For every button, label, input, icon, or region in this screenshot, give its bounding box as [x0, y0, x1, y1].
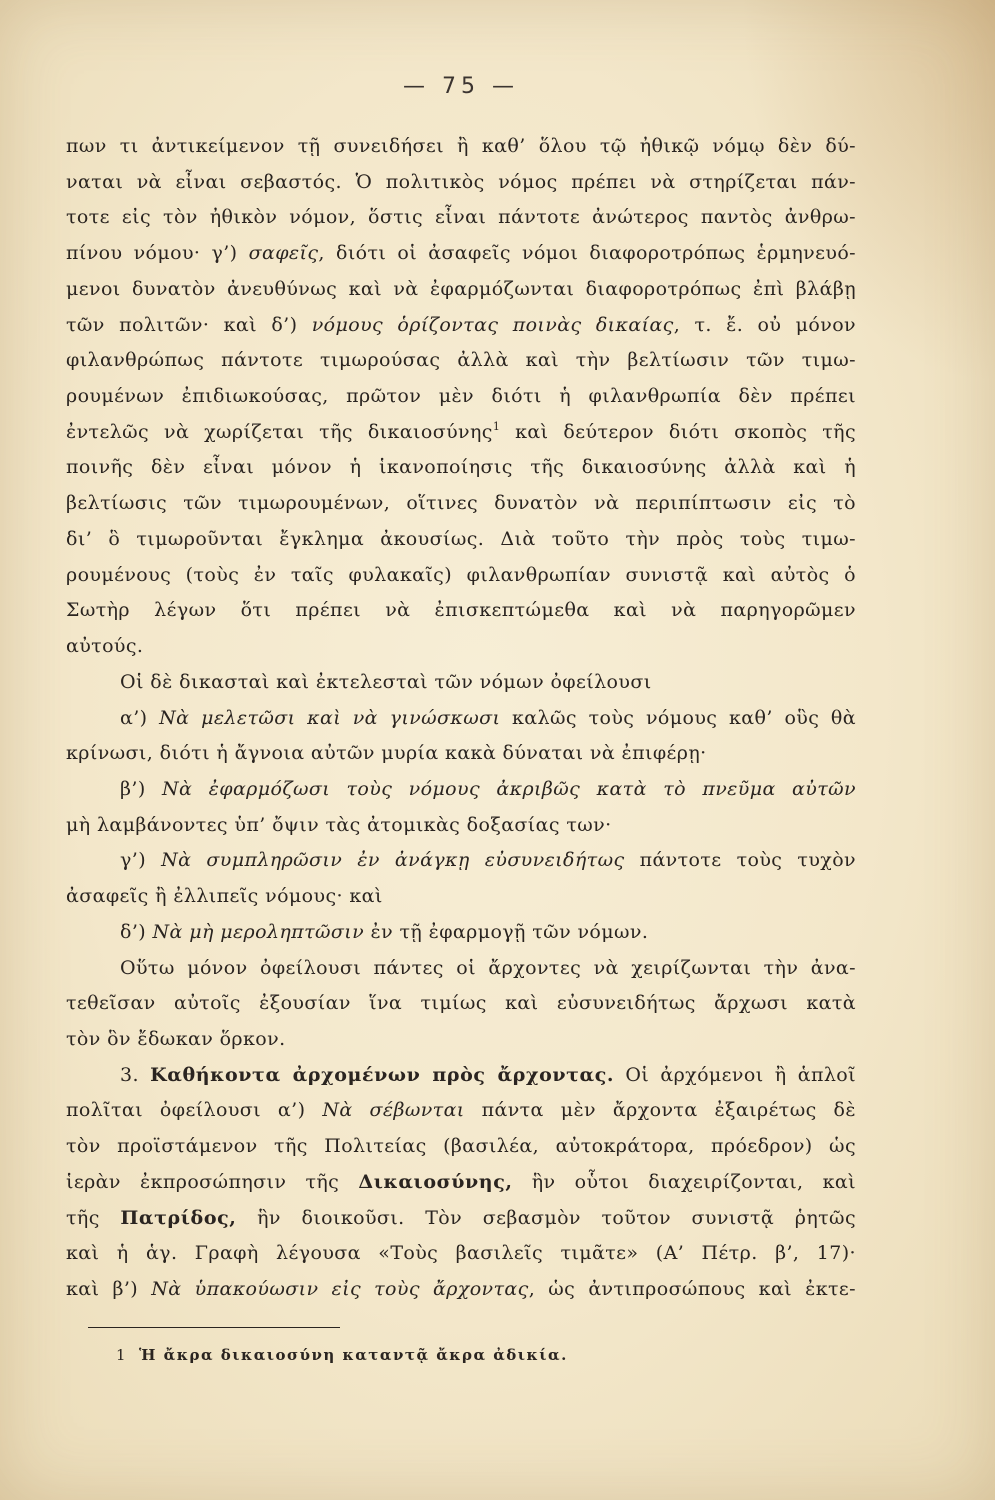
- text-run: , τ. ἔ. οὐ μόνον: [673, 313, 856, 336]
- text-line: [66, 236, 856, 272]
- line-content: [66, 200, 856, 236]
- text-line: [66, 379, 856, 415]
- line-content: [66, 379, 856, 415]
- text-run: , διότι οἱ ἀσαφεῖς νόμοι διαφοροτρόπως ἑρμηνευό-: [318, 242, 856, 265]
- text-line: [66, 843, 856, 879]
- text-line: [66, 343, 856, 379]
- emphasized-text: σαφεῖς: [248, 242, 319, 265]
- footnote-reference: 1: [492, 419, 501, 433]
- text-run: τῶν πολιτῶν· καὶ δ’): [66, 313, 312, 336]
- text-run: δι’ ὃ τιμωροῦνται ἔγκλημα ἀκουσίως. Διὰ τοῦτο τὴν πρὸς τοὺς τιμω-: [66, 527, 856, 550]
- text-line: [66, 165, 856, 201]
- emphasized-text: Νὰ συμπληρῶσιν ἐν ἀνάγκῃ εὐσυνειδήτως: [161, 849, 625, 872]
- line-content: [66, 558, 856, 594]
- text-run: πάντα μὲν ἄρχοντα ἐξαιρέτως δὲ: [464, 1099, 856, 1122]
- line-content: [120, 665, 652, 701]
- bold-text: Δικαιοσύνης,: [358, 1170, 513, 1193]
- text-run: τὸν προϊστάμενον τῆς Πολιτείας (βασιλέα, αὐτοκράτορα, πρόεδρον) ὡς: [66, 1135, 856, 1158]
- text-line: [66, 450, 856, 486]
- bold-text: Πατρίδος,: [120, 1206, 237, 1229]
- text-line: [66, 415, 856, 451]
- text-line: [66, 1058, 856, 1094]
- text-run: ἱερὰν ἐκπροσώπησιν τῆς: [66, 1170, 359, 1193]
- text-run: ἣν διοικοῦσι. Τὸν σεβασμὸν τοῦτον συνιστᾷ ῥητῶς: [236, 1206, 856, 1229]
- text-run: Οἱ δὲ δικασταὶ καὶ ἐκτελεσταὶ τῶν νόμων ὀφείλουσι: [120, 670, 652, 693]
- text-line: [66, 808, 856, 844]
- text-line: [66, 200, 856, 236]
- text-run: Οὕτω μόνον ὀφείλουσι πάντες οἱ ἄρχοντες νὰ χειρίζωνται τὴν ἀνα-: [120, 956, 856, 979]
- line-content: [66, 879, 383, 915]
- text-line: [66, 772, 856, 808]
- line-content: [66, 1165, 856, 1201]
- emphasized-text: Νὰ μελετῶσι καὶ νὰ γινώσκωσι: [159, 706, 501, 729]
- text-run: καὶ δεύτερον διότι σκοπὸς τῆς: [500, 420, 856, 443]
- text-run: κρίνωσι, διότι ἡ ἄγνοια αὐτῶν μυρία κακὰ δύναται νὰ ἐπιφέρῃ·: [66, 742, 707, 765]
- text-run: ρουμένους (τοὺς ἐν ταῖς φυλακαῖς) φιλανθρωπίαν συνιστᾷ καὶ αὐτὸς ὁ: [66, 563, 856, 586]
- text-line: [66, 593, 856, 629]
- text-line: [66, 736, 856, 772]
- text-line: [66, 879, 856, 915]
- text-run: μὴ λαμβάνοντες ὑπ’ ὄψιν τὰς ἀτομικὰς δοξασίας των·: [66, 813, 612, 836]
- text-line: [66, 1129, 856, 1165]
- line-content: [66, 236, 856, 272]
- text-run: μενοι δυνατὸν ἀνευθύνως καὶ νὰ ἐφαρμόζωνται διαφοροτρόπως ἐπὶ βλάβῃ: [66, 277, 856, 300]
- text-run: πων τι ἀντικείμενον τῇ συνειδήσει ἢ καθ’ ὅλου τῷ ἠθικῷ νόμῳ δὲν δύ-: [66, 135, 856, 157]
- text-line: [66, 1022, 856, 1058]
- line-content: [66, 1129, 856, 1165]
- text-line: [66, 986, 856, 1022]
- page-number: — 75 —: [403, 74, 519, 99]
- line-content: [120, 915, 648, 951]
- text-line: [66, 665, 856, 701]
- text-run: βελτίωσις τῶν τιμωρουμένων, οἵτινες δυνατὸν νὰ περιπίπτωσιν εἰς τὸ: [66, 492, 856, 515]
- text-run: ἣν οὗτοι διαχειρίζονται, καὶ: [512, 1170, 857, 1193]
- text-run: β’): [120, 777, 163, 800]
- text-run: ποινῆς δὲν εἶναι μόνον ἡ ἱκανοποίησις τῆς δικαιοσύνης ἀλλὰ καὶ ἡ: [66, 456, 856, 479]
- line-content: [120, 701, 856, 737]
- text-run: ἀσαφεῖς ἢ ἐλλιπεῖς νόμους· καὶ: [66, 885, 383, 908]
- text-line: [66, 1201, 856, 1237]
- text-line: [66, 486, 856, 522]
- text-line: [66, 1236, 856, 1272]
- text-line: [66, 915, 856, 951]
- text-run: γ’): [120, 849, 162, 872]
- text-run: Σωτὴρ λέγων ὅτι πρέπει νὰ ἐπισκεπτώμεθα καὶ νὰ παρηγορῶμεν: [66, 599, 856, 622]
- line-content: [66, 165, 856, 201]
- body-text: [66, 129, 856, 1308]
- footnote-text: Ἡ ἄκρα δικαιοσύνη καταντᾷ ἄκρα ἀδικία.: [139, 1346, 568, 1364]
- text-run: α’): [120, 706, 160, 729]
- text-line: [66, 308, 856, 344]
- line-content: [66, 1272, 856, 1308]
- line-content: [66, 808, 612, 844]
- line-content: [66, 522, 856, 558]
- line-content: [66, 1093, 856, 1129]
- text-line: [66, 1093, 856, 1129]
- line-content: [66, 129, 856, 165]
- text-run: καὶ β’): [66, 1278, 152, 1300]
- line-content: [66, 343, 856, 379]
- text-line: [66, 272, 856, 308]
- footnote-divider: [88, 1327, 340, 1328]
- text-line: [66, 629, 856, 665]
- text-run: πίνου νόμου· γ’): [66, 242, 249, 265]
- line-content: [120, 843, 856, 879]
- text-line: [66, 1272, 856, 1308]
- line-content: [66, 986, 856, 1022]
- text-run: ρουμένων ἐπιδιωκούσας, πρῶτον μὲν διότι ἡ φιλανθρωπία δὲν πρέπει: [66, 385, 856, 408]
- line-content: [66, 593, 856, 629]
- text-run: πάντοτε τοὺς τυχὸν: [624, 849, 856, 872]
- text-line: [66, 701, 856, 737]
- text-run: , ὡς ἀντιπροσώπους καὶ ἐκτε-: [528, 1278, 856, 1300]
- footnote-marker: 1: [116, 1346, 128, 1364]
- text-run: Οἱ ἀρχόμενοι ἢ ἁπλοῖ: [614, 1063, 856, 1086]
- text-line: [66, 1165, 856, 1201]
- text-run: 3.: [120, 1063, 151, 1086]
- emphasized-text: Νὰ σέβωνται: [322, 1099, 465, 1122]
- line-content: [66, 450, 856, 486]
- text-run: τοτε εἰς τὸν ἠθικὸν νόμον, ὅστις εἶναι πάντοτε ἀνώτερος παντὸς ἀνθρω-: [66, 206, 856, 229]
- emphasized-text: Νὰ ἐφαρμόζωσι τοὺς νόμους ἀκριβῶς κατὰ τὸ πνεῦμα αὐτῶν: [162, 777, 856, 800]
- line-content: [120, 1058, 856, 1094]
- text-run: καλῶς τοὺς νόμους καθ’ οὓς θὰ: [500, 706, 856, 729]
- line-content: [66, 486, 856, 522]
- emphasized-text: νόμους ὁρίζοντας ποινὰς δικαίας: [311, 313, 674, 336]
- text-run: τὸν ὃν ἔδωκαν ὅρκον.: [66, 1027, 286, 1050]
- text-run: αὐτούς.: [66, 635, 144, 658]
- text-run: τῆς: [66, 1206, 121, 1229]
- text-run: τεθεῖσαν αὐτοῖς ἐξουσίαν ἵνα τιμίως καὶ εὐσυνειδήτως ἄρχωσι κατὰ: [66, 992, 856, 1015]
- line-content: [66, 1236, 856, 1272]
- line-content: [66, 272, 856, 308]
- emphasized-text: Νὰ μὴ μεροληπτῶσιν: [152, 920, 365, 943]
- text-run: φιλανθρώπως πάντοτε τιμωρούσας ἀλλὰ καὶ τὴν βελτίωσιν τῶν τιμω-: [66, 349, 856, 372]
- line-content: [66, 736, 707, 772]
- line-content: [66, 415, 856, 451]
- text-run: δ’): [120, 920, 153, 943]
- text-run: ἐντελῶς νὰ χωρίζεται τῆς δικαιοσύνης: [66, 420, 493, 443]
- text-line: [66, 522, 856, 558]
- text-line: [66, 558, 856, 594]
- footnote: [116, 1346, 568, 1364]
- text-run: ἐν τῇ ἐφαρμογῇ τῶν νόμων.: [364, 920, 649, 943]
- emphasized-text: Νὰ ὑπακούωσιν εἰς τοὺς ἄρχοντας: [151, 1278, 529, 1300]
- bold-text: Καθήκοντα ἀρχομένων πρὸς ἄρχοντας.: [150, 1063, 615, 1086]
- line-content: [66, 1201, 856, 1237]
- line-content: [66, 629, 143, 665]
- line-content: [120, 772, 856, 808]
- line-content: [66, 308, 856, 344]
- text-run: ναται νὰ εἶναι σεβαστός. Ὁ πολιτικὸς νόμος πρέπει νὰ στηρίζεται πάν-: [66, 170, 856, 193]
- text-run: καὶ ἡ ἁγ. Γραφὴ λέγουσα «Τοὺς βασιλεῖς τιμᾶτε» (Α’ Πέτρ. β’, 17)·: [66, 1242, 856, 1265]
- text-run: πολῖται ὀφείλουσι α’): [66, 1099, 323, 1122]
- line-content: [66, 1022, 286, 1058]
- line-content: [120, 951, 856, 987]
- text-line: [66, 129, 856, 165]
- text-line: [66, 951, 856, 987]
